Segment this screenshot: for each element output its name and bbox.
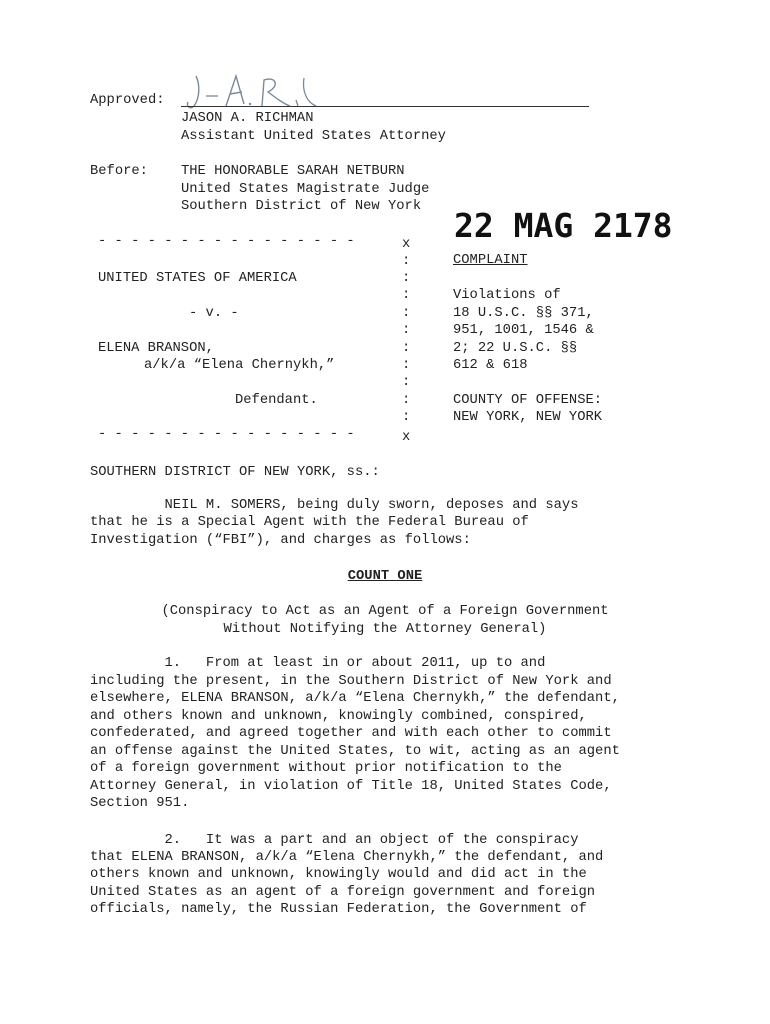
caption-colon: : — [402, 341, 411, 356]
plaintiff-name: UNITED STATES OF AMERICA — [98, 271, 297, 286]
paragraph-1-line: elsewhere, ELENA BRANSON, a/k/a “Elena Chernykh,” the defendant, — [90, 691, 620, 706]
paragraph-1-line: and others known and unknown, knowingly combined, conspired, — [90, 709, 587, 724]
caption-colon: : — [402, 323, 411, 338]
caption-colon: : — [402, 254, 411, 269]
caption-colon: : — [402, 288, 411, 303]
caption-top-border: - - - - - - - - - - - - - - - - — [98, 234, 355, 249]
county-value: NEW YORK, NEW YORK — [453, 410, 603, 425]
venue-line: SOUTHERN DISTRICT OF NEW YORK, ss.: — [90, 465, 380, 480]
violations-line: 951, 1001, 1546 & — [453, 323, 594, 338]
paragraph-1-line: including the present, in the Southern District of New York and — [90, 674, 612, 689]
approver-name: JASON A. RICHMAN — [181, 111, 314, 126]
paragraph-1-line: confederated, and agreed together and with each other to commit — [90, 726, 612, 741]
caption-colon: : — [402, 358, 411, 373]
violations-line: 2; 22 U.S.C. §§ — [453, 341, 578, 356]
county-label: COUNTY OF OFFENSE: — [453, 393, 603, 408]
defendant-label: Defendant. — [235, 393, 318, 408]
caption-colon: : — [402, 375, 411, 390]
paragraph-1-line: an offense against the United States, to wit, acting as an agent — [90, 744, 620, 759]
paragraph-2-line: officials, namely, the Russian Federation, the Government of — [90, 902, 587, 917]
paragraph-2-line: United States as an agent of a foreign government and foreign — [90, 885, 596, 900]
paragraph-2-line: others known and unknown, knowingly would and did act in the — [90, 867, 587, 882]
document-type: COMPLAINT — [453, 253, 528, 268]
versus-label: - v. - — [189, 306, 239, 321]
paragraph-1-line: 1. From at least in or about 2011, up to and — [90, 656, 546, 671]
judge-district: Southern District of New York — [181, 199, 422, 214]
paragraph-1-line: Attorney General, in violation of Title 18, United States Code, — [90, 779, 612, 794]
paragraph-2-line: 2. It was a part and an object of the conspiracy — [90, 833, 579, 848]
approved-label: Approved: — [90, 93, 165, 108]
defendant-name: ELENA BRANSON, — [98, 341, 214, 356]
judge-title: United States Magistrate Judge — [181, 182, 430, 197]
intro-line: NEIL M. SOMERS, being duly sworn, deposes and says — [90, 498, 579, 513]
caption-colon: : — [402, 306, 411, 321]
caption-bottom-border: - - - - - - - - - - - - - - - - — [98, 427, 355, 442]
violations-line: 612 & 618 — [453, 358, 528, 373]
approver-title: Assistant United States Attorney — [181, 129, 446, 144]
paragraph-2-line: that ELENA BRANSON, a/k/a “Elena Chernykh,” the defendant, and — [90, 850, 604, 865]
paragraph-1-line: of a foreign government without prior notification to the — [90, 761, 562, 776]
caption-colon: : — [402, 410, 411, 425]
count-heading: COUNT ONE — [347, 569, 423, 584]
case-number-stamp: 22 MAG 2178 — [454, 206, 673, 245]
defendant-alias: a/k/a “Elena Chernykh,” — [144, 358, 335, 373]
intro-line: that he is a Special Agent with the Federal Bureau of — [90, 515, 529, 530]
violations-line: Violations of — [453, 288, 561, 303]
caption-colon: : — [402, 393, 411, 408]
paragraph-1-line: Section 951. — [90, 796, 190, 811]
intro-line: Investigation (“FBI”), and charges as follows: — [90, 533, 471, 548]
before-label: Before: — [90, 164, 148, 179]
signature-line — [181, 106, 589, 107]
caption-colon: : — [402, 271, 411, 286]
caption-top-x: x — [402, 237, 411, 252]
count-subheading: Without Notifying the Attorney General) — [223, 622, 547, 637]
violations-line: 18 U.S.C. §§ 371, — [453, 306, 594, 321]
caption-bottom-x: x — [402, 430, 411, 445]
judge-name: THE HONORABLE SARAH NETBURN — [181, 164, 405, 179]
count-subheading: (Conspiracy to Act as an Agent of a Foreign Government — [161, 604, 609, 619]
